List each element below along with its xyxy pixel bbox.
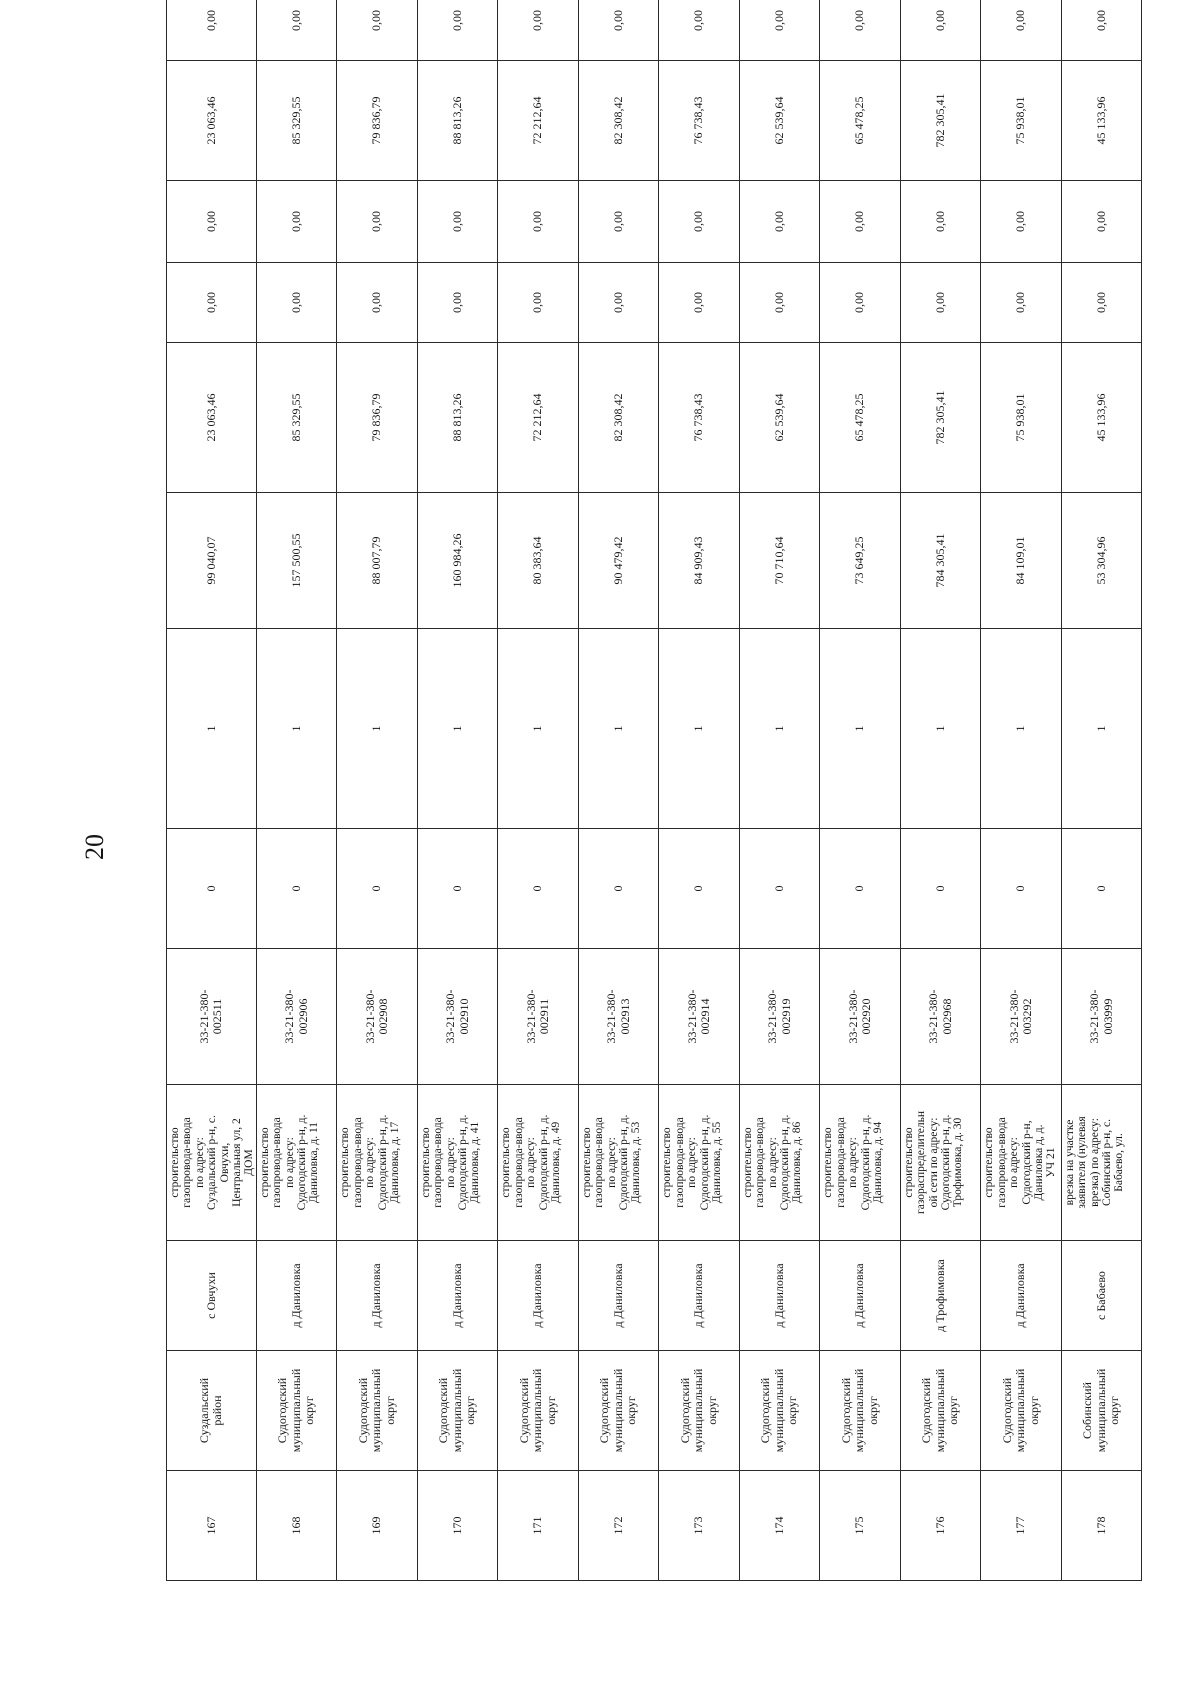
value-cell: 0,00 [820, 263, 901, 343]
value-cell: 82 308,42 [578, 61, 659, 181]
value-cell: 0,00 [739, 0, 820, 61]
value-cell: 0,00 [900, 181, 981, 263]
settlement-cell: д Даниловка [578, 1241, 659, 1351]
document-table-area [166, 10, 1133, 1581]
value-cell: 0,00 [578, 263, 659, 343]
value-cell: 0 [1061, 829, 1142, 949]
table-row [337, 0, 418, 1581]
settlement-cell: с Овчухи [167, 1241, 257, 1351]
value-cell: 0 [256, 829, 337, 949]
code-cell: 33-21-380- 002910 [417, 949, 498, 1085]
value-cell: 0 [578, 829, 659, 949]
value-cell: 0 [167, 829, 257, 949]
value-cell: 75 938,01 [981, 343, 1062, 493]
table-row [739, 0, 820, 1581]
settlement-cell: д Даниловка [739, 1241, 820, 1351]
value-cell: 0 [417, 829, 498, 949]
value-cell: 0 [337, 829, 418, 949]
value-cell: 0,00 [417, 0, 498, 61]
row-number-cell: 175 [820, 1471, 901, 1581]
value-cell: 0,00 [981, 0, 1062, 61]
value-cell: 85 329,55 [256, 61, 337, 181]
row-number-cell: 174 [739, 1471, 820, 1581]
description-cell: строительство газопровода-ввода по адресу: Судогодский р-н, д. Даниловка, д. 49 [498, 1085, 579, 1241]
value-cell: 1 [167, 629, 257, 829]
value-cell: 72 212,64 [498, 61, 579, 181]
value-cell: 45 133,96 [1061, 343, 1142, 493]
value-cell: 0,00 [900, 0, 981, 61]
value-cell: 23 063,46 [167, 61, 257, 181]
table-row [820, 0, 901, 1581]
value-cell: 76 738,43 [659, 343, 740, 493]
table-row [256, 0, 337, 1581]
code-cell: 33-21-380- 002906 [256, 949, 337, 1085]
settlement-cell: д Даниловка [820, 1241, 901, 1351]
code-cell: 33-21-380- 002911 [498, 949, 579, 1085]
value-cell: 0 [981, 829, 1062, 949]
value-cell: 84 909,43 [659, 493, 740, 629]
value-cell: 70 710,64 [739, 493, 820, 629]
value-cell: 0,00 [739, 263, 820, 343]
value-cell: 1 [739, 629, 820, 829]
table-row [981, 0, 1062, 1581]
value-cell: 1 [1061, 629, 1142, 829]
value-cell: 160 984,26 [417, 493, 498, 629]
table-body [167, 0, 1142, 1581]
value-cell: 0,00 [659, 181, 740, 263]
value-cell: 0,00 [820, 0, 901, 61]
value-cell: 0 [739, 829, 820, 949]
municipality-cell: Судогодский муниципальный округ [417, 1351, 498, 1471]
code-cell: 33-21-380- 002919 [739, 949, 820, 1085]
value-cell: 0,00 [167, 181, 257, 263]
value-cell: 80 383,64 [498, 493, 579, 629]
value-cell: 1 [900, 629, 981, 829]
municipality-cell: Судогодский муниципальный округ [739, 1351, 820, 1471]
municipality-cell: Суздальский район [167, 1351, 257, 1471]
value-cell: 0,00 [256, 263, 337, 343]
table-row [417, 0, 498, 1581]
row-number-cell: 169 [337, 1471, 418, 1581]
settlement-cell: д Даниловка [256, 1241, 337, 1351]
value-cell: 1 [659, 629, 740, 829]
value-cell: 0,00 [820, 181, 901, 263]
value-cell: 1 [337, 629, 418, 829]
settlement-cell: с Бабаево [1061, 1241, 1142, 1351]
settlement-cell: д Даниловка [417, 1241, 498, 1351]
municipality-cell: Собинский муниципальный округ [1061, 1351, 1142, 1471]
value-cell: 0 [498, 829, 579, 949]
value-cell: 1 [578, 629, 659, 829]
value-cell: 0,00 [417, 263, 498, 343]
value-cell: 0,00 [1061, 181, 1142, 263]
description-cell: строительство газопровода-ввода по адресу: Судогодский р-н, д. Даниловка, д. 94 [820, 1085, 901, 1241]
value-cell: 0,00 [417, 181, 498, 263]
value-cell: 782 305,41 [900, 343, 981, 493]
row-number-cell: 176 [900, 1471, 981, 1581]
code-cell: 33-21-380- 003292 [981, 949, 1062, 1085]
works-table [166, 0, 1142, 1581]
value-cell: 0,00 [981, 263, 1062, 343]
value-cell: 782 305,41 [900, 61, 981, 181]
municipality-cell: Судогодский муниципальный округ [256, 1351, 337, 1471]
description-cell: строительство газопровода-ввода по адресу: Судогодский р-н, д. Даниловка, д. 55 [659, 1085, 740, 1241]
description-cell: врезка на участке заявителя (нулевая врезка) по адресу: Собинский р-н, с. Бабаево, ул. [1061, 1085, 1142, 1241]
value-cell: 99 040,07 [167, 493, 257, 629]
description-cell: строительство газопровода-ввода по адресу: Судогодский р-н, д. Даниловка, д. 11 [256, 1085, 337, 1241]
value-cell: 82 308,42 [578, 343, 659, 493]
value-cell: 88 007,79 [337, 493, 418, 629]
value-cell: 784 305,41 [900, 493, 981, 629]
table-row [578, 0, 659, 1581]
value-cell: 88 813,26 [417, 343, 498, 493]
code-cell: 33-21-380- 003999 [1061, 949, 1142, 1085]
value-cell: 0 [900, 829, 981, 949]
value-cell: 1 [820, 629, 901, 829]
value-cell: 157 500,55 [256, 493, 337, 629]
code-cell: 33-21-380- 002511 [167, 949, 257, 1085]
value-cell: 45 133,96 [1061, 61, 1142, 181]
value-cell: 0,00 [498, 0, 579, 61]
table-row [659, 0, 740, 1581]
code-cell: 33-21-380- 002914 [659, 949, 740, 1085]
settlement-cell: д Даниловка [659, 1241, 740, 1351]
settlement-cell: д Даниловка [498, 1241, 579, 1351]
value-cell: 62 539,64 [739, 61, 820, 181]
value-cell: 0,00 [167, 263, 257, 343]
row-number-cell: 172 [578, 1471, 659, 1581]
row-number-cell: 178 [1061, 1471, 1142, 1581]
municipality-cell: Судогодский муниципальный округ [659, 1351, 740, 1471]
value-cell: 0,00 [337, 0, 418, 61]
value-cell: 0,00 [498, 181, 579, 263]
description-cell: строительство газопровода-ввода по адресу: Судогодский р-н, Даниловка д, д. УЧ 21 [981, 1085, 1062, 1241]
value-cell: 0,00 [981, 181, 1062, 263]
value-cell: 0,00 [256, 181, 337, 263]
value-cell: 0,00 [1061, 0, 1142, 61]
value-cell: 0,00 [900, 263, 981, 343]
value-cell: 0,00 [337, 181, 418, 263]
code-cell: 33-21-380- 002908 [337, 949, 418, 1085]
value-cell: 0,00 [167, 0, 257, 61]
table-row [498, 0, 579, 1581]
municipality-cell: Судогодский муниципальный округ [820, 1351, 901, 1471]
table-row [1061, 0, 1142, 1581]
value-cell: 79 836,79 [337, 61, 418, 181]
municipality-cell: Судогодский муниципальный округ [337, 1351, 418, 1471]
description-cell: строительство газопровода-ввода по адресу: Судогодский р-н, д. Даниловка, д. 53 [578, 1085, 659, 1241]
value-cell: 85 329,55 [256, 343, 337, 493]
description-cell: строительство газопровода-ввода по адресу: Судогодский р-н, д. Даниловка, д. 86 [739, 1085, 820, 1241]
code-cell: 33-21-380- 002968 [900, 949, 981, 1085]
value-cell: 53 304,96 [1061, 493, 1142, 629]
value-cell: 76 738,43 [659, 61, 740, 181]
settlement-cell: д Даниловка [337, 1241, 418, 1351]
municipality-cell: Судогодский муниципальный округ [578, 1351, 659, 1471]
value-cell: 88 813,26 [417, 61, 498, 181]
value-cell: 0,00 [578, 181, 659, 263]
row-number-cell: 168 [256, 1471, 337, 1581]
settlement-cell: д Трофимовка [900, 1241, 981, 1351]
value-cell: 0,00 [256, 0, 337, 61]
value-cell: 1 [256, 629, 337, 829]
value-cell: 0,00 [1061, 263, 1142, 343]
description-cell: строительство газопровода-ввода по адресу: Суздальский р-н, с. Овчухи, Центральная ул, 2 ДОМ [167, 1085, 257, 1241]
value-cell: 0,00 [739, 181, 820, 263]
value-cell: 0,00 [659, 0, 740, 61]
row-number-cell: 173 [659, 1471, 740, 1581]
value-cell: 65 478,25 [820, 61, 901, 181]
value-cell: 0 [820, 829, 901, 949]
row-number-cell: 171 [498, 1471, 579, 1581]
value-cell: 65 478,25 [820, 343, 901, 493]
value-cell: 0,00 [498, 263, 579, 343]
value-cell: 1 [417, 629, 498, 829]
description-cell: строительство газораспределительн ой сети по адресу: Судогодский р-н, д. Трофимовка, д. 30 [900, 1085, 981, 1241]
value-cell: 84 109,01 [981, 493, 1062, 629]
table-row [167, 0, 257, 1581]
value-cell: 23 063,46 [167, 343, 257, 493]
value-cell: 0,00 [578, 0, 659, 61]
table-row [900, 0, 981, 1581]
value-cell: 90 479,42 [578, 493, 659, 629]
description-cell: строительство газопровода-ввода по адресу: Судогодский р-н, д. Даниловка, д. 17 [337, 1085, 418, 1241]
value-cell: 75 938,01 [981, 61, 1062, 181]
page-number: 20 [80, 834, 109, 860]
municipality-cell: Судогодский муниципальный округ [981, 1351, 1062, 1471]
code-cell: 33-21-380- 002913 [578, 949, 659, 1085]
municipality-cell: Судогодский муниципальный округ [900, 1351, 981, 1471]
value-cell: 79 836,79 [337, 343, 418, 493]
value-cell: 62 539,64 [739, 343, 820, 493]
code-cell: 33-21-380- 002920 [820, 949, 901, 1085]
row-number-cell: 167 [167, 1471, 257, 1581]
value-cell: 73 649,25 [820, 493, 901, 629]
row-number-cell: 177 [981, 1471, 1062, 1581]
municipality-cell: Судогодский муниципальный округ [498, 1351, 579, 1471]
value-cell: 1 [981, 629, 1062, 829]
value-cell: 72 212,64 [498, 343, 579, 493]
value-cell: 0,00 [659, 263, 740, 343]
row-number-cell: 170 [417, 1471, 498, 1581]
value-cell: 0 [659, 829, 740, 949]
settlement-cell: д Даниловка [981, 1241, 1062, 1351]
description-cell: строительство газопровода-ввода по адресу: Судогодский р-н, д. Даниловка, д. 41 [417, 1085, 498, 1241]
value-cell: 0,00 [337, 263, 418, 343]
value-cell: 1 [498, 629, 579, 829]
